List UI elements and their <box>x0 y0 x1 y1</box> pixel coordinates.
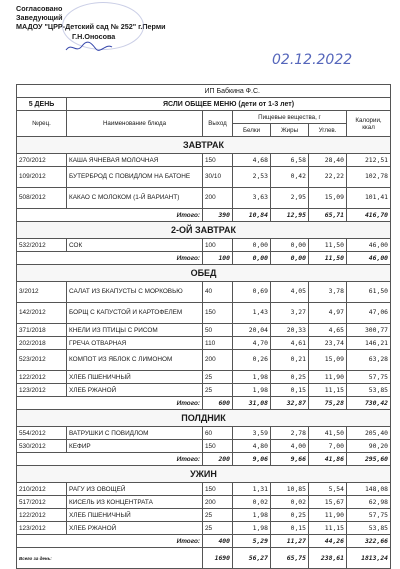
carbs-value: 7,00 <box>309 440 347 453</box>
carbs-value: 11,90 <box>309 509 347 522</box>
dish-yield: 50 <box>203 324 233 337</box>
kcal-value: 205,40 <box>347 427 391 440</box>
dish-row <box>17 496 391 509</box>
col-dish: Наименование блюда <box>67 111 203 137</box>
fat-value: 4,61 <box>271 337 309 350</box>
dish-yield: 150 <box>203 154 233 167</box>
section-header <box>17 410 391 427</box>
protein-value: 1,98 <box>233 522 271 535</box>
dish-row <box>17 427 391 440</box>
signature <box>64 40 114 54</box>
carbs-value: 4,65 <box>309 324 347 337</box>
dish-row <box>17 371 391 384</box>
dish-yield: 150 <box>203 303 233 324</box>
col-recipe: №рец. <box>17 111 67 137</box>
grand-total-fat: 65,75 <box>271 548 309 569</box>
carbs-value: 11,15 <box>309 522 347 535</box>
section-total-row <box>17 535 391 548</box>
dish-yield: 25 <box>203 522 233 535</box>
total-kcal: 46,00 <box>347 252 391 265</box>
protein-value: 4,70 <box>233 337 271 350</box>
carbs-value: 4,97 <box>309 303 347 324</box>
col-protein: Белки <box>233 124 271 137</box>
protein-value: 1,98 <box>233 384 271 397</box>
fat-value: 0,02 <box>271 496 309 509</box>
grand-total-row <box>17 548 391 569</box>
total-protein: 9,06 <box>233 453 271 466</box>
total-label: Итого: <box>17 209 203 222</box>
recipe-number: 554/2012 <box>17 427 67 440</box>
recipe-number: 371/2018 <box>17 324 67 337</box>
kcal-value: 62,98 <box>347 496 391 509</box>
carbs-value: 28,40 <box>309 154 347 167</box>
dish-yield: 200 <box>203 188 233 209</box>
grand-total-label: Всего за день: <box>17 548 203 569</box>
grand-total-carbs: 238,61 <box>309 548 347 569</box>
approval-line-institution: МАДОУ "ЦРР-Детский сад № 252" г.Перми <box>16 22 166 32</box>
fat-value: 0,15 <box>271 384 309 397</box>
protein-value: 1,31 <box>233 483 271 496</box>
carbs-value: 11,15 <box>309 384 347 397</box>
fat-value: 0,42 <box>271 167 309 188</box>
dish-row <box>17 303 391 324</box>
kcal-value: 102,78 <box>347 167 391 188</box>
dish-row <box>17 239 391 252</box>
total-carbs: 41,86 <box>309 453 347 466</box>
total-carbs: 11,50 <box>309 252 347 265</box>
section-header <box>17 137 391 154</box>
dish-row <box>17 522 391 535</box>
total-yield: 390 <box>203 209 233 222</box>
total-fat: 11,27 <box>271 535 309 548</box>
dish-row <box>17 324 391 337</box>
dish-name: КАША ЯЧНЕВАЯ МОЛОЧНАЯ <box>67 154 203 167</box>
total-kcal: 322,66 <box>347 535 391 548</box>
section-title: ПОЛДНИК <box>17 410 391 427</box>
col-fat: Жиры <box>271 124 309 137</box>
total-label: Итого: <box>17 252 203 265</box>
dish-yield: 110 <box>203 337 233 350</box>
carbs-value: 15,09 <box>309 350 347 371</box>
dish-name: САЛАТ ИЗ БКАПУСТЫ С МОРКОВЬЮ <box>67 282 203 303</box>
fat-value: 6,58 <box>271 154 309 167</box>
dish-row <box>17 188 391 209</box>
dish-name: БОРЩ С КАПУСТОЙ И КАРТОФЕЛЕМ <box>67 303 203 324</box>
approval-line-head: Заведующий <box>16 13 63 23</box>
protein-value: 3,63 <box>233 188 271 209</box>
fat-value: 2,95 <box>271 188 309 209</box>
total-carbs: 44,26 <box>309 535 347 548</box>
recipe-number: 202/2018 <box>17 337 67 350</box>
protein-value: 2,53 <box>233 167 271 188</box>
dish-name: ХЛЕБ РЖАНОЙ <box>67 384 203 397</box>
dish-name: КОМПОТ ИЗ ЯБЛОК С ЛИМОНОМ <box>67 350 203 371</box>
dish-yield: 25 <box>203 384 233 397</box>
carbs-value: 15,09 <box>309 188 347 209</box>
dish-name: ХЛЕБ ПШЕНИЧНЫЙ <box>67 371 203 384</box>
total-yield: 100 <box>203 252 233 265</box>
total-protein: 31,08 <box>233 397 271 410</box>
fat-value: 0,00 <box>271 239 309 252</box>
fat-value: 0,25 <box>271 509 309 522</box>
recipe-number: 123/2012 <box>17 522 67 535</box>
grand-total-kcal: 1813,24 <box>347 548 391 569</box>
dish-row <box>17 350 391 371</box>
dish-row <box>17 167 391 188</box>
fat-value: 0,25 <box>271 371 309 384</box>
protein-value: 0,00 <box>233 239 271 252</box>
section-title: ОБЕД <box>17 265 391 282</box>
dish-name: СОК <box>67 239 203 252</box>
protein-value: 0,69 <box>233 282 271 303</box>
dish-name: БУТЕРБРОД С ПОВИДЛОМ НА БАТОНЕ <box>67 167 203 188</box>
section-total-row <box>17 453 391 466</box>
kcal-value: 46,00 <box>347 239 391 252</box>
recipe-number: 122/2012 <box>17 509 67 522</box>
col-nutrients: Пищевые вещества, г <box>233 111 347 124</box>
dish-name: ХЛЕБ ПШЕНИЧНЫЙ <box>67 509 203 522</box>
day-row <box>17 98 391 111</box>
protein-value: 4,68 <box>233 154 271 167</box>
section-title: УЖИН <box>17 466 391 483</box>
protein-value: 20,04 <box>233 324 271 337</box>
col-yield: Выход <box>203 111 233 137</box>
dish-yield: 200 <box>203 350 233 371</box>
recipe-number: 523/2012 <box>17 350 67 371</box>
section-title: 2-ОЙ ЗАВТРАК <box>17 222 391 239</box>
section-total-row <box>17 209 391 222</box>
org-row <box>17 85 391 98</box>
kcal-value: 148,08 <box>347 483 391 496</box>
recipe-number: 532/2012 <box>17 239 67 252</box>
carbs-value: 41,50 <box>309 427 347 440</box>
fat-value: 3,27 <box>271 303 309 324</box>
total-fat: 32,87 <box>271 397 309 410</box>
fat-value: 2,78 <box>271 427 309 440</box>
dish-yield: 40 <box>203 282 233 303</box>
carbs-value: 22,22 <box>309 167 347 188</box>
col-carbs: Углев. <box>309 124 347 137</box>
recipe-number: 210/2012 <box>17 483 67 496</box>
recipe-number: 270/2012 <box>17 154 67 167</box>
carbs-value: 5,54 <box>309 483 347 496</box>
fat-value: 0,15 <box>271 522 309 535</box>
kcal-value: 57,75 <box>347 509 391 522</box>
dish-name: РАГУ ИЗ ОВОЩЕЙ <box>67 483 203 496</box>
dish-row <box>17 384 391 397</box>
total-kcal: 295,60 <box>347 453 391 466</box>
total-protein: 0,00 <box>233 252 271 265</box>
total-kcal: 730,42 <box>347 397 391 410</box>
dish-yield: 150 <box>203 440 233 453</box>
total-fat: 12,95 <box>271 209 309 222</box>
dish-yield: 25 <box>203 371 233 384</box>
recipe-number: 122/2012 <box>17 371 67 384</box>
section-header <box>17 222 391 239</box>
recipe-number: 3/2012 <box>17 282 67 303</box>
carbs-value: 15,67 <box>309 496 347 509</box>
total-label: Итого: <box>17 397 203 410</box>
grand-total-protein: 56,27 <box>233 548 271 569</box>
handwritten-date: 02.12.2022 <box>272 52 353 68</box>
protein-value: 4,80 <box>233 440 271 453</box>
protein-value: 1,98 <box>233 509 271 522</box>
approval-line-name: Г.Н.Оносова <box>72 31 116 41</box>
section-title: ЗАВТРАК <box>17 137 391 154</box>
menu-title: ЯСЛИ ОБЩЕЕ МЕНЮ (дети от 1-3 лет) <box>67 98 391 111</box>
dish-name: ГРЕЧА ОТВАРНАЯ <box>67 337 203 350</box>
dish-row <box>17 154 391 167</box>
dish-row <box>17 483 391 496</box>
total-carbs: 65,71 <box>309 209 347 222</box>
section-total-row <box>17 252 391 265</box>
fat-value: 4,05 <box>271 282 309 303</box>
kcal-value: 300,77 <box>347 324 391 337</box>
total-yield: 200 <box>203 453 233 466</box>
dish-yield: 30/10 <box>203 167 233 188</box>
kcal-value: 47,06 <box>347 303 391 324</box>
recipe-number: 123/2012 <box>17 384 67 397</box>
column-header-row-1 <box>17 111 391 124</box>
dish-yield: 150 <box>203 483 233 496</box>
dish-name: ХЛЕБ РЖАНОЙ <box>67 522 203 535</box>
carbs-value: 11,50 <box>309 239 347 252</box>
total-carbs: 75,28 <box>309 397 347 410</box>
fat-value: 20,33 <box>271 324 309 337</box>
dish-name: КИСЕЛЬ ИЗ КОНЦЕНТРАТА <box>67 496 203 509</box>
protein-value: 3,59 <box>233 427 271 440</box>
col-kcal: Калории, ккал <box>347 111 391 137</box>
protein-value: 0,26 <box>233 350 271 371</box>
protein-value: 0,02 <box>233 496 271 509</box>
total-fat: 0,00 <box>271 252 309 265</box>
carbs-value: 3,78 <box>309 282 347 303</box>
section-header <box>17 466 391 483</box>
section-header <box>17 265 391 282</box>
kcal-value: 53,85 <box>347 522 391 535</box>
total-fat: 9,66 <box>271 453 309 466</box>
kcal-value: 101,41 <box>347 188 391 209</box>
dish-name: КНЕЛИ ИЗ ПТИЦЫ С РИСОМ <box>67 324 203 337</box>
recipe-number: 142/2012 <box>17 303 67 324</box>
dish-yield: 60 <box>203 427 233 440</box>
total-kcal: 416,70 <box>347 209 391 222</box>
kcal-value: 53,85 <box>347 384 391 397</box>
total-protein: 5,29 <box>233 535 271 548</box>
kcal-value: 146,21 <box>347 337 391 350</box>
approval-line-agreed: Согласовано <box>16 4 63 13</box>
org-name: ИП Бабкина Ф.С. <box>203 85 391 98</box>
dish-name: ВАТРУШКИ С ПОВИДЛОМ <box>67 427 203 440</box>
dish-yield: 25 <box>203 509 233 522</box>
recipe-number: 508/2012 <box>17 188 67 209</box>
grand-total-yield: 1690 <box>203 548 233 569</box>
dish-name: КЕФИР <box>67 440 203 453</box>
dish-row <box>17 337 391 350</box>
kcal-value: 90,20 <box>347 440 391 453</box>
fat-value: 4,00 <box>271 440 309 453</box>
total-yield: 600 <box>203 397 233 410</box>
carbs-value: 23,74 <box>309 337 347 350</box>
fat-value: 0,21 <box>271 350 309 371</box>
carbs-value: 11,90 <box>309 371 347 384</box>
total-protein: 10,84 <box>233 209 271 222</box>
protein-value: 1,98 <box>233 371 271 384</box>
total-label: Итого: <box>17 453 203 466</box>
dish-name: КАКАО С МОЛОКОМ (1-Й ВАРИАНТ) <box>67 188 203 209</box>
menu-table <box>16 84 391 569</box>
kcal-value: 63,28 <box>347 350 391 371</box>
total-yield: 400 <box>203 535 233 548</box>
recipe-number: 517/2012 <box>17 496 67 509</box>
kcal-value: 212,51 <box>347 154 391 167</box>
fat-value: 10,85 <box>271 483 309 496</box>
recipe-number: 109/2012 <box>17 167 67 188</box>
total-label: Итого: <box>17 535 203 548</box>
section-total-row <box>17 397 391 410</box>
protein-value: 1,43 <box>233 303 271 324</box>
dish-yield: 200 <box>203 496 233 509</box>
kcal-value: 57,75 <box>347 371 391 384</box>
dish-yield: 100 <box>203 239 233 252</box>
recipe-number: 530/2012 <box>17 440 67 453</box>
day-label: 5 ДЕНЬ <box>17 98 67 111</box>
kcal-value: 61,50 <box>347 282 391 303</box>
dish-row <box>17 509 391 522</box>
dish-row <box>17 282 391 303</box>
dish-row <box>17 440 391 453</box>
